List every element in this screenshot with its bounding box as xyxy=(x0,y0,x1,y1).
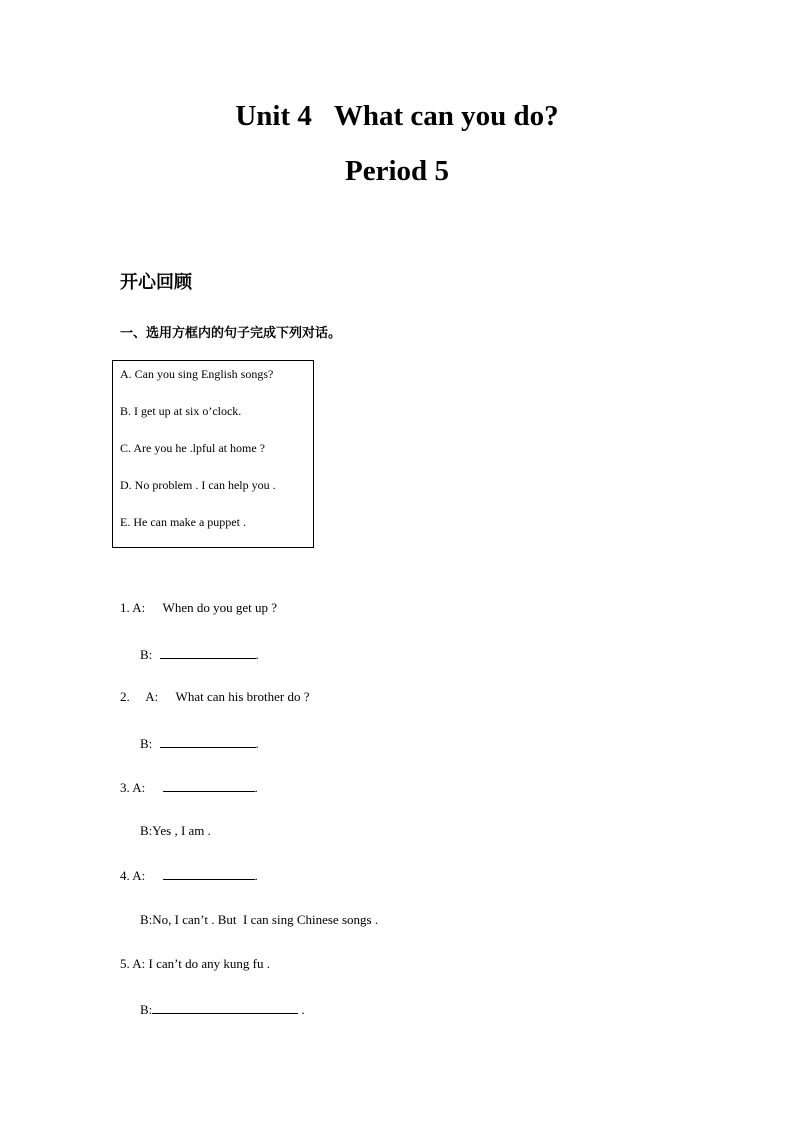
dialogue-2-b-label: B: xyxy=(140,736,153,751)
answer-blank-4[interactable] xyxy=(163,867,255,880)
option-b: B. I get up at six o’clock. xyxy=(120,404,242,418)
dialogue-1-b xyxy=(140,646,259,663)
dialogue-3-a xyxy=(120,779,258,796)
dialogue-5-a-text: I can’t do any kung fu . xyxy=(145,956,270,971)
dialogue-1-a-text: When do you get up ? xyxy=(162,600,277,615)
options-box xyxy=(112,360,314,548)
section-heading: 开心回顾 xyxy=(120,272,192,293)
period-title: Period 5 xyxy=(345,155,449,187)
dialogue-5-b-text: . xyxy=(298,1002,305,1017)
dialogue-3-a-label: 3. A: xyxy=(120,780,146,795)
dialogue-4-a-label: 4. A: xyxy=(120,868,146,883)
instruction-text: 一、选用方框内的句子完成下列对话。 xyxy=(120,326,342,341)
option-e: E. He can make a puppet . xyxy=(120,515,246,529)
dialogue-4-b xyxy=(140,912,378,928)
dialogue-4-a xyxy=(120,867,258,884)
dialogue-3-b xyxy=(140,823,211,839)
dialogue-2-b xyxy=(140,735,259,752)
option-d: D. No problem . I can help you . xyxy=(120,478,276,492)
unit-number: Unit 4 xyxy=(235,100,312,132)
option-c: C. Are you he .lpful at home ? xyxy=(120,441,265,455)
option-a: A. Can you sing English songs? xyxy=(120,367,274,381)
answer-blank-1[interactable] xyxy=(160,646,256,659)
dialogue-1-b-label: B: xyxy=(140,647,153,662)
dialogue-4-a-text: . xyxy=(254,868,258,883)
answer-blank-3[interactable] xyxy=(163,779,255,792)
dialogue-1-a-label: 1. A: xyxy=(120,600,146,615)
dialogue-1-b-text: . xyxy=(255,647,259,662)
dialogue-3-b-text: , I am . xyxy=(171,823,211,838)
dialogue-2-a-text: What can his brother do ? xyxy=(175,689,310,704)
dialogue-1-a xyxy=(120,600,277,616)
unit-title xyxy=(0,100,794,133)
dialogue-5-b xyxy=(140,1001,305,1018)
dialogue-5-a-label: 5. A: xyxy=(120,956,146,971)
dialogue-2-a-label: 2. A: xyxy=(120,689,159,704)
dialogue-5-a xyxy=(120,956,270,972)
dialogue-2-a xyxy=(120,689,309,705)
dialogue-4-b-text: I can’t . But I can sing Chinese songs . xyxy=(171,912,379,927)
dialogue-5-b-label: B: xyxy=(140,1002,153,1017)
answer-blank-2[interactable] xyxy=(160,735,256,748)
dialogue-2-b-text: . xyxy=(255,736,259,751)
answer-blank-5[interactable] xyxy=(152,1001,298,1014)
dialogue-3-b-label: B:Yes xyxy=(140,823,172,838)
dialogue-4-b-label: B:No, xyxy=(140,912,172,927)
unit-question: What can you do? xyxy=(333,100,559,132)
dialogue-3-a-text: . xyxy=(254,780,258,795)
